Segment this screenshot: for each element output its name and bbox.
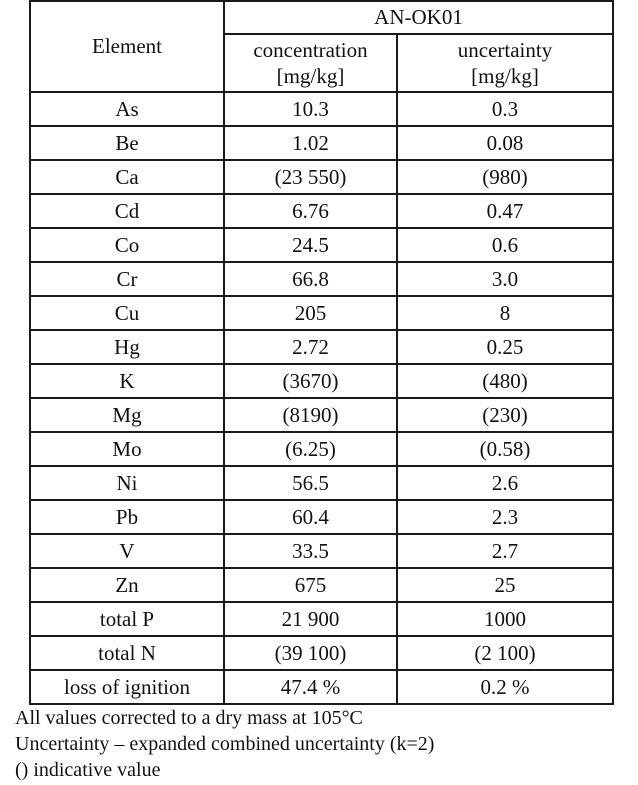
cell-uncertainty: (480) (397, 364, 613, 398)
cell-element: total N (30, 636, 224, 670)
cell-element: total P (30, 602, 224, 636)
cell-element: Cu (30, 296, 224, 330)
cell-uncertainty: 25 (397, 568, 613, 602)
cell-element: Mo (30, 432, 224, 466)
cell-element: loss of ignition (30, 670, 224, 704)
cell-uncertainty: (0.58) (397, 432, 613, 466)
cell-element: Co (30, 228, 224, 262)
cell-concentration: 47.4 % (224, 670, 397, 704)
header-concentration-unit: [mg/kg] (276, 64, 345, 88)
table-row (30, 534, 613, 568)
table-row (30, 398, 613, 432)
cell-concentration: (8190) (224, 398, 397, 432)
footnote-indicative-value: () indicative value (15, 759, 161, 781)
table-row (30, 126, 613, 160)
footnotes (15, 705, 434, 783)
cell-concentration: 205 (224, 296, 397, 330)
table-row (30, 160, 613, 194)
table-row (30, 432, 613, 466)
cell-element: As (30, 92, 224, 126)
cell-element: Zn (30, 568, 224, 602)
element-concentration-table (29, 0, 614, 705)
cell-concentration: 2.72 (224, 330, 397, 364)
table-row (30, 262, 613, 296)
cell-concentration: 60.4 (224, 500, 397, 534)
cell-uncertainty: 8 (397, 296, 613, 330)
cell-concentration: 21 900 (224, 602, 397, 636)
cell-element: Cr (30, 262, 224, 296)
cell-uncertainty: (2 100) (397, 636, 613, 670)
cell-uncertainty: 0.25 (397, 330, 613, 364)
table-row (30, 92, 613, 126)
table-row (30, 466, 613, 500)
cell-concentration: (3670) (224, 364, 397, 398)
table-row (30, 228, 613, 262)
header-element: Element (30, 1, 224, 92)
table-row (30, 500, 613, 534)
cell-concentration: 675 (224, 568, 397, 602)
cell-element: Ni (30, 466, 224, 500)
cell-uncertainty: (230) (397, 398, 613, 432)
cell-uncertainty: 0.47 (397, 194, 613, 228)
cell-uncertainty: 2.3 (397, 500, 613, 534)
table-row (30, 670, 613, 704)
cell-element: Ca (30, 160, 224, 194)
table-row (30, 364, 613, 398)
cell-element: Be (30, 126, 224, 160)
cell-uncertainty: (980) (397, 160, 613, 194)
table-row (30, 330, 613, 364)
header-concentration-label: concentration (253, 38, 368, 62)
cell-element: Hg (30, 330, 224, 364)
cell-concentration: 33.5 (224, 534, 397, 568)
cell-uncertainty: 1000 (397, 602, 613, 636)
cell-uncertainty: 0.08 (397, 126, 613, 160)
footnote-dry-mass: All values corrected to a dry mass at 105°C (15, 707, 363, 729)
cell-uncertainty: 3.0 (397, 262, 613, 296)
cell-concentration: (39 100) (224, 636, 397, 670)
cell-uncertainty: 0.6 (397, 228, 613, 262)
cell-concentration: (23 550) (224, 160, 397, 194)
cell-uncertainty: 2.6 (397, 466, 613, 500)
footnote-uncertainty: Uncertainty – expanded combined uncertainty (k=2) (15, 733, 435, 755)
table-row (30, 296, 613, 330)
cell-concentration: 6.76 (224, 194, 397, 228)
table-body (30, 92, 613, 704)
cell-element: Cd (30, 194, 224, 228)
table-row (30, 568, 613, 602)
cell-element: K (30, 364, 224, 398)
header-concentration (224, 34, 397, 92)
header-uncertainty-unit: [mg/kg] (471, 64, 539, 88)
header-uncertainty (397, 34, 613, 92)
header-uncertainty-label: uncertainty (457, 38, 553, 62)
cell-concentration: 56.5 (224, 466, 397, 500)
cell-concentration: 66.8 (224, 262, 397, 296)
cell-concentration: 10.3 (224, 92, 397, 126)
header-sample-name: AN-OK01 (224, 1, 613, 34)
table-row (30, 636, 613, 670)
cell-element: Pb (30, 500, 224, 534)
cell-uncertainty: 2.7 (397, 534, 613, 568)
table-row (30, 602, 613, 636)
cell-element: Mg (30, 398, 224, 432)
cell-element: V (30, 534, 224, 568)
table-row (30, 194, 613, 228)
cell-uncertainty: 0.3 (397, 92, 613, 126)
cell-concentration: (6.25) (224, 432, 397, 466)
cell-concentration: 1.02 (224, 126, 397, 160)
cell-concentration: 24.5 (224, 228, 397, 262)
cell-uncertainty: 0.2 % (397, 670, 613, 704)
